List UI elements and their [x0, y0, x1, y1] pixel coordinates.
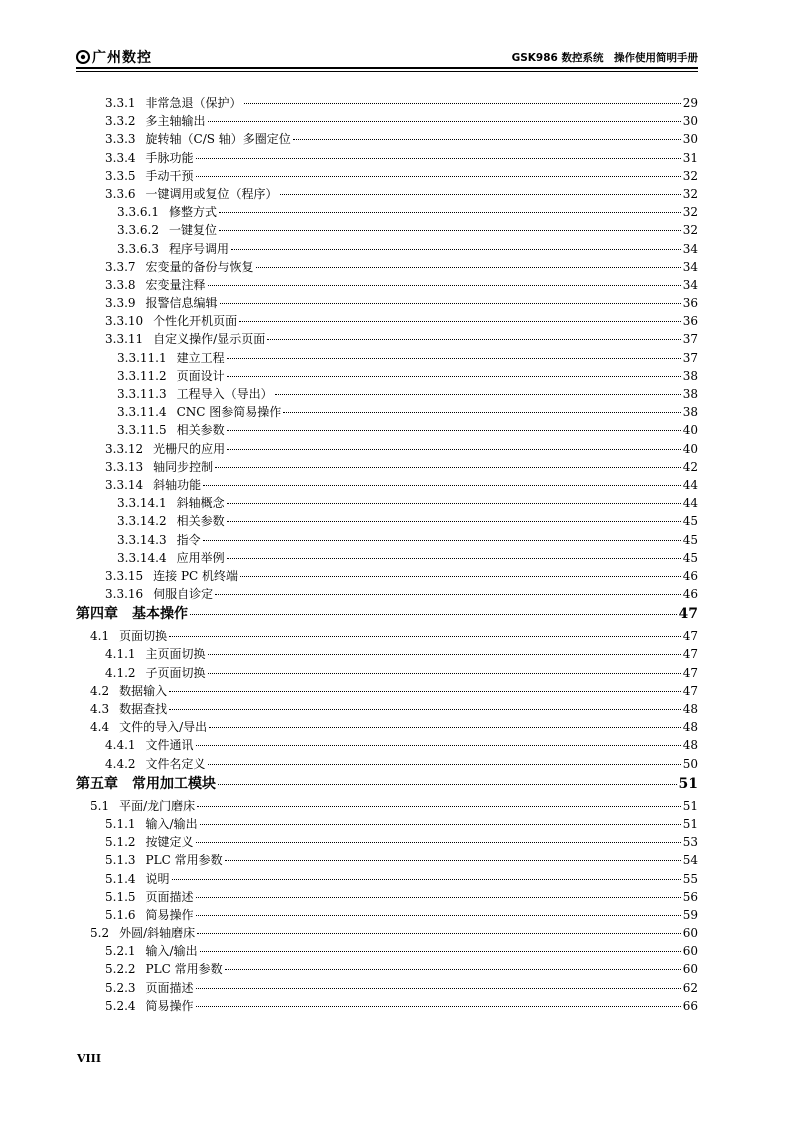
- toc-entry-number: 5.2: [90, 926, 110, 941]
- toc-entry-page: 47: [682, 665, 698, 680]
- toc-entry-page: 38: [682, 405, 698, 420]
- toc-entry-page: 31: [682, 150, 698, 165]
- toc-entry-page: 32: [682, 205, 698, 220]
- toc-entry-number: 3.3.1: [105, 96, 136, 110]
- toc-entry[interactable]: [76, 700, 698, 718]
- toc-entry-page: 30: [682, 132, 698, 147]
- toc-entry-title: 输入/输出: [145, 816, 198, 831]
- toc-entry[interactable]: [76, 258, 698, 276]
- toc-entry-number: 3.3.11: [105, 332, 144, 347]
- toc-entry-page: 44: [682, 496, 698, 511]
- toc-entry[interactable]: [76, 924, 698, 942]
- toc-dot-leader: [256, 267, 681, 268]
- toc-entry-page: 47: [682, 683, 698, 698]
- toc-dot-leader: [219, 230, 681, 231]
- toc-entry-page: 38: [682, 368, 698, 383]
- toc-entry-page: 47: [682, 647, 698, 662]
- toc-entry[interactable]: [76, 276, 698, 294]
- toc-entry-number: 3.3.7: [105, 259, 136, 274]
- toc-entry[interactable]: [76, 312, 698, 330]
- toc-entry-title: 指令: [176, 532, 201, 547]
- toc-entry-number: 4.1: [90, 629, 110, 644]
- toc-entry-page: 45: [682, 550, 698, 565]
- toc-entry-number: 5.1.1: [105, 816, 136, 831]
- toc-entry-title: 旋转轴（C/S 轴）多圈定位: [145, 132, 291, 147]
- toc-entry-title: CNC 图参简易操作: [176, 405, 282, 420]
- toc-entry-title: 文件通讯: [145, 738, 194, 753]
- toc-entry[interactable]: [76, 149, 698, 167]
- toc-dot-leader: [227, 521, 681, 522]
- toc-entry-title: 程序号调用: [168, 241, 229, 256]
- toc-entry[interactable]: [76, 421, 698, 439]
- toc-entry-number: 5.1: [90, 798, 110, 813]
- toc-entry[interactable]: [76, 294, 698, 312]
- toc-dot-leader: [200, 824, 681, 825]
- header-rule-thick: [76, 67, 698, 69]
- toc-entry[interactable]: [76, 531, 698, 549]
- toc-dot-leader: [197, 806, 681, 807]
- toc-entry[interactable]: [76, 494, 698, 512]
- toc-entry-title: 手脉功能: [145, 150, 194, 165]
- toc-entry-number: 4.4: [90, 720, 110, 735]
- toc-entry-title: 主页面切换: [145, 647, 206, 662]
- toc-entry-page: 50: [682, 756, 698, 771]
- toc-dot-leader: [227, 430, 681, 431]
- toc-entry-title: 轴同步控制: [153, 459, 214, 474]
- toc-dot-leader: [208, 654, 681, 655]
- toc-dot-leader: [169, 636, 681, 637]
- toc-entry[interactable]: [76, 458, 698, 476]
- toc-entry-number: 3.3.11.2: [117, 368, 167, 383]
- page-header: [76, 46, 698, 66]
- toc-entry-page: 60: [682, 926, 698, 941]
- toc-entry-number: 4.1.1: [105, 647, 136, 662]
- toc-entry-title: 简易操作: [145, 907, 194, 922]
- toc-entry-number: 3.3.11.5: [117, 423, 167, 438]
- toc-entry-number: 5.1.4: [105, 871, 136, 886]
- toc-dot-leader: [231, 249, 681, 250]
- toc-entry[interactable]: [76, 167, 698, 185]
- toc-entry-title: 斜轴功能: [153, 477, 202, 492]
- toc-entry-page: 55: [682, 871, 698, 886]
- toc-dot-leader: [218, 784, 677, 785]
- toc-entry[interactable]: [76, 130, 698, 148]
- toc-entry-page: 34: [682, 277, 698, 292]
- toc-chapter-entry[interactable]: [76, 603, 698, 627]
- table-of-contents: [76, 94, 698, 1015]
- page-number: VIII: [77, 1052, 101, 1065]
- toc-dot-leader: [227, 358, 681, 359]
- toc-entry-number: 3.3.3: [105, 132, 136, 147]
- toc-entry-title: 数据查找: [119, 702, 168, 716]
- toc-dot-leader: [196, 915, 681, 916]
- toc-entry-page: 34: [682, 259, 698, 274]
- toc-dot-leader: [190, 614, 677, 615]
- toc-dot-leader: [240, 576, 681, 577]
- toc-entry-number: 5.1.3: [105, 853, 136, 868]
- toc-entry-page: 44: [682, 477, 698, 492]
- toc-entry-page: 51: [682, 798, 698, 813]
- toc-entry[interactable]: [76, 888, 698, 906]
- toc-dot-leader: [196, 176, 681, 177]
- toc-dot-leader: [220, 303, 681, 304]
- toc-entry-title: 一键复位: [168, 223, 217, 238]
- toc-entry[interactable]: [76, 851, 698, 869]
- toc-entry[interactable]: [76, 797, 698, 815]
- toc-entry-page: 36: [682, 314, 698, 329]
- toc-entry[interactable]: [76, 942, 698, 960]
- toc-entry[interactable]: [76, 240, 698, 258]
- toc-entry-page: 47: [682, 629, 698, 644]
- toc-entry[interactable]: [76, 367, 698, 385]
- toc-entry[interactable]: [76, 815, 698, 833]
- toc-entry-title: 宏变量注释: [145, 277, 206, 292]
- toc-entry-title: 斜轴概念: [176, 496, 225, 511]
- toc-entry[interactable]: [76, 736, 698, 754]
- toc-dot-leader: [215, 467, 681, 468]
- toc-entry-page: 48: [682, 720, 698, 735]
- toc-entry-title: 工程导入（导出）: [176, 387, 273, 401]
- toc-entry-title: 连接 PC 机终端: [153, 568, 239, 583]
- toc-entry-title: 页面切换: [119, 629, 168, 644]
- toc-entry-number: 3.3.9: [105, 296, 136, 311]
- toc-entry-title: 常用加工模块: [132, 775, 216, 792]
- toc-entry-title: 修整方式: [168, 205, 217, 220]
- toc-entry[interactable]: [76, 512, 698, 530]
- toc-entry-number: 3.3.11.4: [117, 405, 167, 420]
- toc-dot-leader: [196, 1006, 681, 1007]
- toc-entry-title: 多主轴输出: [145, 114, 206, 129]
- toc-entry-number: 3.3.8: [105, 277, 136, 292]
- toc-entry-page: 51: [678, 775, 698, 792]
- toc-entry-page: 36: [682, 296, 698, 311]
- toc-entry-title: 基本操作: [132, 606, 188, 623]
- toc-entry-number: 3.3.14.1: [117, 496, 167, 511]
- toc-entry-title: PLC 常用参数: [145, 853, 223, 868]
- toc-dot-leader: [215, 594, 681, 595]
- toc-dot-leader: [227, 558, 681, 559]
- toc-entry-number: 3.3.16: [105, 587, 144, 602]
- toc-entry-number: 4.2: [90, 683, 110, 698]
- toc-entry-page: 40: [682, 423, 698, 438]
- toc-entry[interactable]: [76, 960, 698, 978]
- toc-entry-page: 48: [682, 702, 698, 716]
- toc-dot-leader: [208, 285, 681, 286]
- toc-dot-leader: [227, 503, 681, 504]
- toc-dot-leader: [196, 897, 681, 898]
- toc-entry-page: 60: [682, 962, 698, 977]
- toc-entry-number: 4.4.2: [105, 756, 136, 771]
- toc-entry-page: 62: [682, 980, 698, 995]
- toc-entry-title: 页面设计: [176, 368, 225, 383]
- toc-entry-page: 34: [682, 241, 698, 256]
- toc-entry-number: 第四章: [76, 606, 118, 623]
- toc-entry-page: 45: [682, 532, 698, 547]
- gsk-logo: [76, 48, 152, 66]
- toc-entry[interactable]: [76, 203, 698, 221]
- toc-dot-leader: [219, 212, 681, 213]
- toc-dot-leader: [169, 691, 681, 692]
- toc-entry-number: 4.4.1: [105, 738, 136, 753]
- toc-entry-number: 3.3.14.4: [117, 550, 167, 565]
- toc-entry-title: 手动干预: [145, 168, 194, 183]
- toc-entry[interactable]: [76, 549, 698, 567]
- toc-entry-title: 伺服自诊定: [153, 587, 214, 602]
- toc-entry-page: 47: [678, 606, 698, 623]
- toc-entry-number: 4.3: [90, 702, 110, 716]
- toc-entry-page: 66: [682, 998, 698, 1013]
- toc-entry-page: 37: [682, 332, 698, 347]
- toc-entry-page: 32: [682, 186, 698, 201]
- toc-entry-title: 非常急退（保护）: [145, 96, 242, 110]
- toc-dot-leader: [172, 879, 681, 880]
- toc-entry-title: 相关参数: [176, 423, 225, 438]
- toc-entry-number: 5.2.2: [105, 962, 136, 977]
- toc-entry[interactable]: [76, 718, 698, 736]
- toc-entry[interactable]: [76, 979, 698, 997]
- toc-dot-leader: [169, 709, 681, 710]
- toc-dot-leader: [196, 842, 681, 843]
- toc-entry-number: 3.3.10: [105, 314, 144, 329]
- toc-entry[interactable]: [76, 440, 698, 458]
- toc-entry-number: 3.3.6.1: [117, 205, 159, 220]
- toc-entry-page: 53: [682, 835, 698, 850]
- toc-entry-number: 5.1.5: [105, 889, 136, 904]
- toc-entry-title: 简易操作: [145, 998, 194, 1013]
- gsk-logo-icon: [76, 50, 90, 64]
- toc-entry-page: 51: [682, 816, 698, 831]
- toc-entry-title: 平面/龙门磨床: [119, 798, 196, 813]
- toc-entry-number: 3.3.6: [105, 186, 136, 201]
- toc-entry-title: 应用举例: [176, 550, 225, 565]
- toc-entry-page: 40: [682, 441, 698, 456]
- toc-entry-page: 45: [682, 514, 698, 529]
- toc-dot-leader: [196, 988, 681, 989]
- toc-entry[interactable]: [76, 385, 698, 403]
- toc-entry-title: 文件名定义: [145, 756, 206, 771]
- document-title: GSK986 数控系统 操作使用简明手册: [511, 52, 698, 64]
- toc-entry-number: 3.3.6.2: [117, 223, 159, 238]
- toc-dot-leader: [196, 158, 681, 159]
- toc-dot-leader: [208, 673, 681, 674]
- toc-dot-leader: [244, 103, 681, 104]
- toc-entry[interactable]: [76, 627, 698, 645]
- toc-dot-leader: [200, 951, 681, 952]
- toc-entry-page: 56: [682, 889, 698, 904]
- toc-entry-page: 29: [682, 96, 698, 110]
- toc-entry-number: 5.2.4: [105, 998, 136, 1013]
- toc-entry-page: 60: [682, 944, 698, 959]
- toc-entry-title: 页面描述: [145, 980, 194, 995]
- toc-dot-leader: [227, 376, 681, 377]
- toc-entry-number: 3.3.15: [105, 568, 144, 583]
- toc-entry-title: 个性化开机页面: [153, 314, 238, 329]
- toc-entry-number: 3.3.2: [105, 114, 136, 129]
- toc-dot-leader: [239, 321, 681, 322]
- toc-entry[interactable]: [76, 997, 698, 1015]
- toc-entry-title: 说明: [145, 871, 170, 886]
- toc-entry[interactable]: [76, 403, 698, 421]
- toc-entry-title: 一键调用或复位（程序）: [145, 186, 278, 201]
- toc-dot-leader: [227, 449, 681, 450]
- toc-entry[interactable]: [76, 755, 698, 773]
- toc-entry-page: 38: [682, 387, 698, 401]
- toc-entry[interactable]: [76, 664, 698, 682]
- toc-entry-title: 外圆/斜轴磨床: [119, 926, 196, 941]
- toc-entry[interactable]: [76, 833, 698, 851]
- toc-dot-leader: [283, 412, 680, 413]
- toc-entry-title: 光栅尺的应用: [153, 441, 226, 456]
- toc-entry-page: 42: [682, 459, 698, 474]
- toc-entry-title: 报警信息编辑: [145, 296, 218, 311]
- header-rule-thin: [76, 71, 698, 72]
- toc-entry-number: 3.3.4: [105, 150, 136, 165]
- toc-entry[interactable]: [76, 330, 698, 348]
- toc-entry-number: 3.3.11.1: [117, 350, 167, 365]
- toc-entry[interactable]: [76, 112, 698, 130]
- toc-entry-title: 宏变量的备份与恢复: [145, 259, 254, 274]
- toc-dot-leader: [267, 339, 681, 340]
- toc-entry-title: 相关参数: [176, 514, 225, 529]
- toc-entry-number: 5.2.1: [105, 944, 136, 959]
- toc-dot-leader: [196, 745, 681, 746]
- toc-entry[interactable]: [76, 94, 698, 112]
- toc-entry-page: 32: [682, 223, 698, 238]
- toc-entry-page: 32: [682, 168, 698, 183]
- toc-entry[interactable]: [76, 221, 698, 239]
- toc-entry-number: 4.1.2: [105, 665, 136, 680]
- toc-entry-page: 46: [682, 568, 698, 583]
- toc-dot-leader: [209, 727, 681, 728]
- toc-entry-number: 3.3.14.2: [117, 514, 167, 529]
- toc-entry-title: 输入/输出: [145, 944, 198, 959]
- toc-entry[interactable]: [76, 682, 698, 700]
- toc-entry[interactable]: [76, 585, 698, 603]
- toc-entry-number: 5.1.6: [105, 907, 136, 922]
- toc-entry-number: 3.3.14: [105, 477, 144, 492]
- toc-entry[interactable]: [76, 185, 698, 203]
- toc-dot-leader: [197, 933, 681, 934]
- toc-dot-leader: [208, 121, 681, 122]
- toc-dot-leader: [225, 860, 681, 861]
- toc-entry-number: 3.3.6.3: [117, 241, 159, 256]
- toc-entry-page: 54: [682, 853, 698, 868]
- toc-dot-leader: [225, 969, 681, 970]
- toc-entry-title: 建立工程: [176, 350, 225, 365]
- toc-entry-number: 3.3.14.3: [117, 532, 167, 547]
- toc-entry[interactable]: [76, 567, 698, 585]
- toc-entry[interactable]: [76, 476, 698, 494]
- toc-entry-title: 文件的导入/导出: [119, 720, 208, 735]
- toc-entry-title: 数据输入: [119, 683, 168, 698]
- toc-entry-page: 30: [682, 114, 698, 129]
- toc-entry-number: 3.3.12: [105, 441, 144, 456]
- toc-entry-page: 59: [682, 907, 698, 922]
- toc-entry-title: 页面描述: [145, 889, 194, 904]
- toc-entry-number: 5.2.3: [105, 980, 136, 995]
- toc-entry-number: 第五章: [76, 775, 118, 792]
- toc-entry[interactable]: [76, 870, 698, 888]
- toc-dot-leader: [293, 139, 681, 140]
- toc-entry[interactable]: [76, 349, 698, 367]
- toc-entry-title: 子页面切换: [145, 665, 206, 680]
- toc-dot-leader: [203, 485, 681, 486]
- toc-entry-number: 3.3.5: [105, 168, 136, 183]
- toc-dot-leader: [208, 764, 681, 765]
- toc-dot-leader: [203, 540, 681, 541]
- logo-text: 广州数控: [92, 50, 152, 66]
- toc-entry-number: 5.1.2: [105, 835, 136, 850]
- toc-entry-number: 3.3.11.3: [117, 387, 167, 401]
- toc-entry[interactable]: [76, 906, 698, 924]
- toc-entry-title: PLC 常用参数: [145, 962, 223, 977]
- toc-entry-title: 按键定义: [145, 835, 194, 850]
- toc-entry-title: 自定义操作/显示页面: [153, 332, 266, 347]
- toc-dot-leader: [275, 394, 681, 395]
- toc-entry-page: 48: [682, 738, 698, 753]
- toc-entry-page: 37: [682, 350, 698, 365]
- toc-dot-leader: [280, 194, 681, 195]
- toc-chapter-entry[interactable]: [76, 773, 698, 797]
- toc-entry-page: 46: [682, 587, 698, 602]
- toc-entry[interactable]: [76, 645, 698, 663]
- toc-entry-number: 3.3.13: [105, 459, 144, 474]
